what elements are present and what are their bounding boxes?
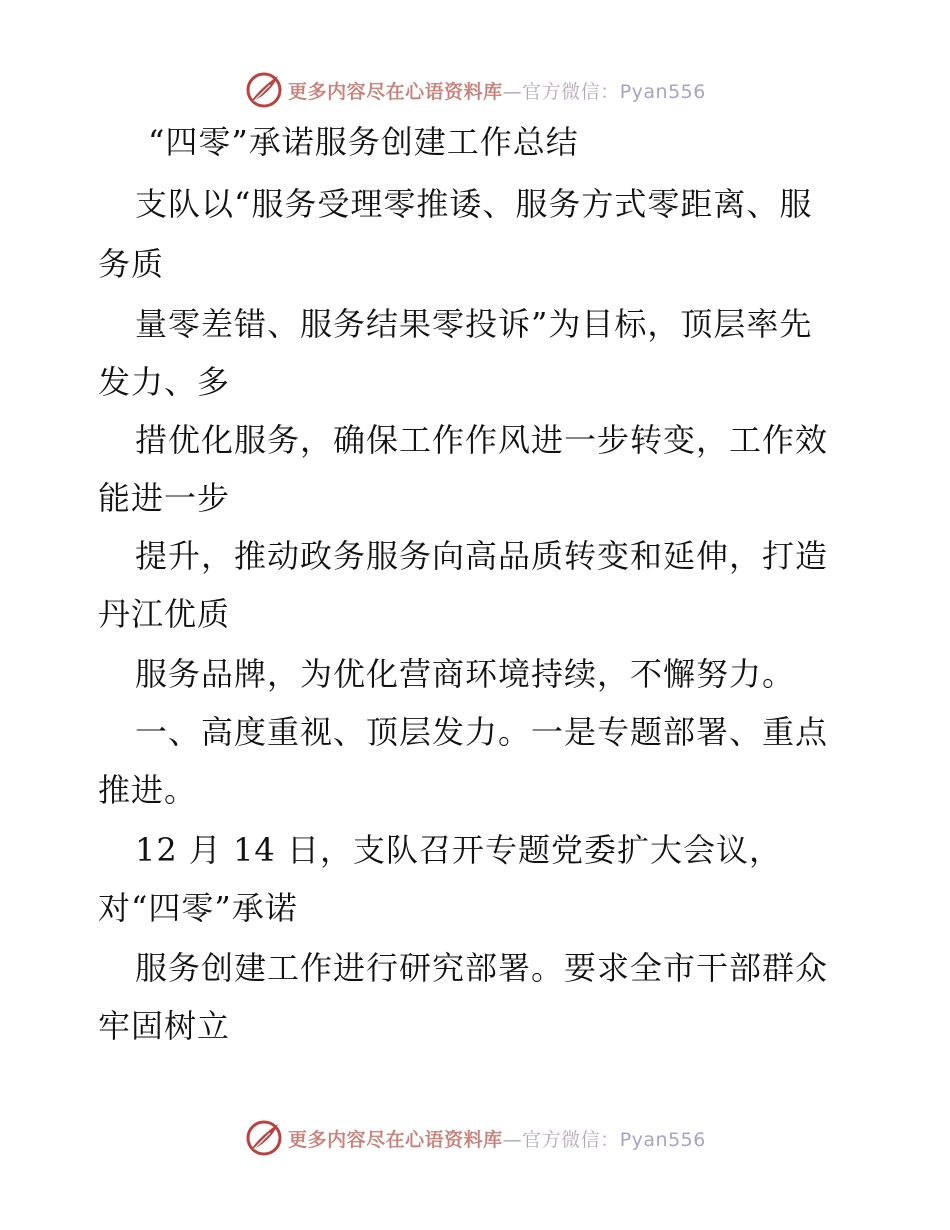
- watermark-main: 更多内容尽在心语资料库: [288, 1128, 503, 1151]
- watermark-header: [0, 70, 950, 110]
- paragraph-line: 支队以“服务受理零推诿、服务方式零距离、服: [135, 185, 813, 223]
- watermark-text: [288, 77, 706, 104]
- watermark-dash: —: [502, 80, 523, 103]
- watermark-text: [288, 1125, 706, 1152]
- watermark-main: 更多内容尽在心语资料库: [288, 80, 503, 103]
- feather-logo-icon: [244, 70, 284, 110]
- watermark-wechat-label: 官方微信：: [522, 80, 620, 103]
- paragraph-line: 发力、多: [98, 363, 231, 401]
- watermark-wechat-label: 官方微信：: [522, 1128, 620, 1151]
- watermark-footer: [0, 1118, 950, 1158]
- watermark-wechat-id: Pyan556: [619, 80, 706, 103]
- document-title: “四零”承诺服务创建工作总结: [148, 123, 579, 161]
- feather-logo-icon: [244, 1118, 284, 1158]
- paragraph-line: 提升，推动政务服务向高品质转变和延伸，打造: [135, 537, 829, 575]
- paragraph-line: 措优化服务，确保工作作风进一步转变，工作效: [135, 421, 829, 459]
- paragraph-line: 12 月 14 日，支队召开专题党委扩大会议，: [135, 831, 782, 869]
- paragraph-line: 服务品牌，为优化营商环境持续，不懈努力。: [135, 655, 796, 693]
- paragraph-line: 服务创建工作进行研究部署。要求全市干部群众: [135, 949, 829, 987]
- paragraph-line: 丹江优质: [98, 595, 231, 633]
- paragraph-line: 务质: [98, 245, 165, 283]
- section-heading-line: 一、高度重视、顶层发力。一是专题部署、重点: [135, 713, 829, 751]
- watermark-dash: —: [502, 1128, 523, 1151]
- watermark-wechat-id: Pyan556: [619, 1128, 706, 1151]
- paragraph-line: 对“四零”承诺: [98, 889, 298, 927]
- paragraph-line: 能进一步: [98, 479, 231, 517]
- paragraph-line: 量零差错、服务结果零投诉”为目标，顶层率先: [135, 305, 813, 343]
- paragraph-line: 牢固树立: [98, 1007, 231, 1045]
- paragraph-line: 推进。: [98, 771, 198, 809]
